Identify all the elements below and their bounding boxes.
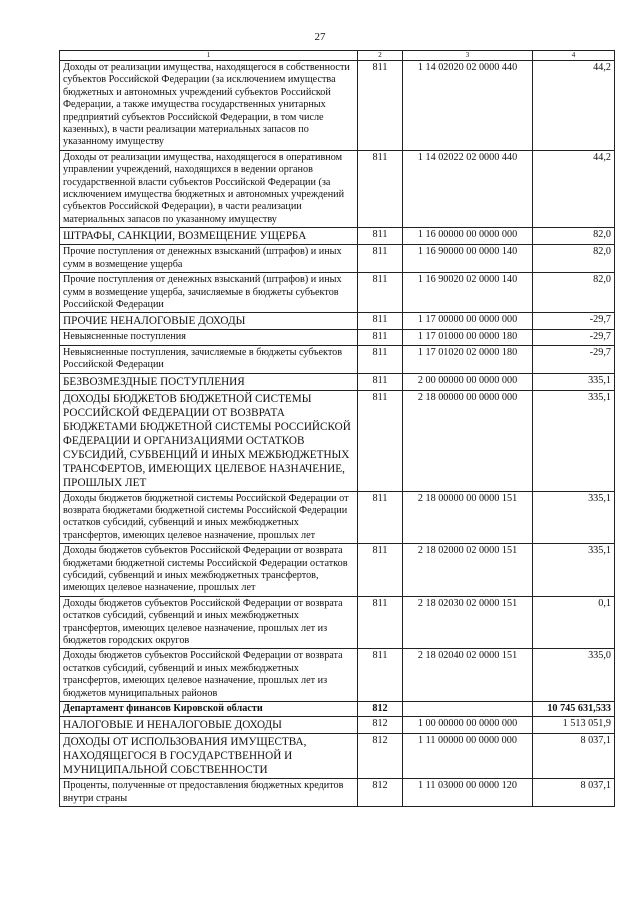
table-row	[60, 228, 615, 245]
row-budget-code: 1 00 00000 00 0000 000	[403, 717, 533, 734]
row-budget-code: 1 16 90000 00 0000 140	[403, 245, 533, 273]
table-row	[60, 390, 615, 491]
row-budget-code: 2 18 00000 00 0000 000	[403, 390, 533, 491]
row-amount: 44,2	[533, 150, 615, 227]
row-admin-code: 812	[358, 779, 403, 807]
row-budget-code: 2 18 02040 02 0000 151	[403, 649, 533, 702]
row-amount: 82,0	[533, 228, 615, 245]
row-admin-code: 811	[358, 649, 403, 702]
row-name: НАЛОГОВЫЕ И НЕНАЛОГОВЫЕ ДОХОДЫ	[60, 717, 358, 734]
table-header-row	[60, 51, 615, 61]
table-row	[60, 544, 615, 597]
table-row	[60, 596, 615, 649]
row-admin-code: 811	[358, 245, 403, 273]
row-budget-code: 1 17 01020 02 0000 180	[403, 345, 533, 373]
row-admin-code: 811	[358, 313, 403, 330]
row-budget-code	[403, 702, 533, 717]
row-budget-code: 1 14 02022 02 0000 440	[403, 150, 533, 227]
row-amount: -29,7	[533, 345, 615, 373]
row-name: Прочие поступления от денежных взысканий (штрафов) и иных сумм в возмещение ущерба, зачисляемые в бюджеты субъектов Российской Федерации	[60, 273, 358, 313]
table-row	[60, 313, 615, 330]
row-admin-code: 811	[358, 61, 403, 151]
row-admin-code: 811	[358, 390, 403, 491]
row-admin-code: 811	[358, 150, 403, 227]
table-row	[60, 491, 615, 544]
row-name: Доходы от реализации имущества, находящегося в собственности субъектов Российской Федерации (за исключением имущества бюджетных и автономных учреждений субъектов Российской Федерации, а также имущества государственных унитарных предприятий субъектов Российской Федерации, в том числе казенных), в части реализации материальных запасов по указанному имуществу	[60, 61, 358, 151]
row-amount: 8 037,1	[533, 779, 615, 807]
row-budget-code: 2 18 02030 02 0000 151	[403, 596, 533, 649]
table-row	[60, 734, 615, 779]
row-amount: 0,1	[533, 596, 615, 649]
row-admin-code: 811	[358, 373, 403, 390]
revenue-table	[59, 50, 615, 807]
row-amount: 335,1	[533, 491, 615, 544]
column-number-1: 1	[60, 51, 358, 61]
column-number-2: 2	[358, 51, 403, 61]
row-name: ДОХОДЫ ОТ ИСПОЛЬЗОВАНИЯ ИМУЩЕСТВА, НАХОДЯЩЕГОСЯ В ГОСУДАРСТВЕННОЙ И МУНИЦИПАЛЬНОЙ СОБСТВЕННОСТИ	[60, 734, 358, 779]
row-amount: 44,2	[533, 61, 615, 151]
row-amount: 335,1	[533, 390, 615, 491]
row-name: ПРОЧИЕ НЕНАЛОГОВЫЕ ДОХОДЫ	[60, 313, 358, 330]
row-amount: 335,1	[533, 544, 615, 597]
row-name: ДОХОДЫ БЮДЖЕТОВ БЮДЖЕТНОЙ СИСТЕМЫ РОССИЙСКОЙ ФЕДЕРАЦИИ ОТ ВОЗВРАТА БЮДЖЕТАМИ БЮДЖЕТНОЙ СИСТЕМЫ РОССИЙСКОЙ ФЕДЕРАЦИИ И ОРГАНИЗАЦИЯМИ ОСТАТКОВ СУБСИДИЙ, СУБВЕНЦИЙ И ИНЫХ МЕЖБЮДЖЕТНЫХ ТРАНСФЕРТОВ, ИМЕЮЩИХ ЦЕЛЕВОЕ НАЗНАЧЕНИЕ, ПРОШЛЫХ ЛЕТ	[60, 390, 358, 491]
row-budget-code: 1 14 02020 02 0000 440	[403, 61, 533, 151]
row-budget-code: 2 18 00000 00 0000 151	[403, 491, 533, 544]
table-row	[60, 330, 615, 345]
table-row	[60, 150, 615, 227]
row-amount: 10 745 631,533	[533, 702, 615, 717]
row-name: Доходы от реализации имущества, находящегося в оперативном управлении учреждений, находящихся в ведении органов государственной власти субъектов Российской Федерации (за исключением имущества бюджетных и автономных учреждений субъектов Российской Федерации), в части реализации материальных запасов по указанному имуществу	[60, 150, 358, 227]
row-admin-code: 811	[358, 596, 403, 649]
row-admin-code: 811	[358, 330, 403, 345]
row-name: Доходы бюджетов субъектов Российской Федерации от возврата остатков субсидий, субвенций и иных межбюджетных трансфертов, имеющих целевое назначение, прошлых лет из бюджетов муниципальных районов	[60, 649, 358, 702]
table-row	[60, 245, 615, 273]
row-name: Проценты, полученные от предоставления бюджетных кредитов внутри страны	[60, 779, 358, 807]
row-name: Невыясненные поступления	[60, 330, 358, 345]
row-admin-code: 811	[358, 491, 403, 544]
row-budget-code: 1 17 00000 00 0000 000	[403, 313, 533, 330]
table-row	[60, 779, 615, 807]
row-budget-code: 2 18 02000 02 0000 151	[403, 544, 533, 597]
row-admin-code: 812	[358, 734, 403, 779]
row-admin-code: 811	[358, 544, 403, 597]
row-name: Доходы бюджетов субъектов Российской Федерации от возврата остатков субсидий, субвенций и иных межбюджетных трансфертов, имеющих целевое назначение, прошлых лет из бюджетов городских округов	[60, 596, 358, 649]
row-admin-code: 812	[358, 717, 403, 734]
row-admin-code: 811	[358, 345, 403, 373]
row-name: Доходы бюджетов бюджетной системы Российской Федерации от возврата бюджетами бюджетной системы Российской Федерации остатков субсидий, субвенций и иных межбюджетных трансфертов, имеющих целевое назначение, прошлых лет	[60, 491, 358, 544]
table-row	[60, 61, 615, 151]
table-row	[60, 345, 615, 373]
row-admin-code: 811	[358, 273, 403, 313]
row-budget-code: 1 11 00000 00 0000 000	[403, 734, 533, 779]
table-row	[60, 373, 615, 390]
row-amount: 82,0	[533, 245, 615, 273]
row-name: Департамент финансов Кировской области	[60, 702, 358, 717]
row-budget-code: 1 16 00000 00 0000 000	[403, 228, 533, 245]
row-budget-code: 1 17 01000 00 0000 180	[403, 330, 533, 345]
row-amount: 1 513 051,9	[533, 717, 615, 734]
table-row	[60, 717, 615, 734]
row-budget-code: 2 00 00000 00 0000 000	[403, 373, 533, 390]
row-name: БЕЗВОЗМЕЗДНЫЕ ПОСТУПЛЕНИЯ	[60, 373, 358, 390]
column-number-3: 3	[403, 51, 533, 61]
row-admin-code: 811	[358, 228, 403, 245]
row-name: Доходы бюджетов субъектов Российской Федерации от возврата бюджетами бюджетной системы Российской Федерации остатков субсидий, субвенций и иных межбюджетных трансфертов, имеющих целевое назначение, прошлых лет	[60, 544, 358, 597]
row-name: ШТРАФЫ, САНКЦИИ, ВОЗМЕЩЕНИЕ УЩЕРБА	[60, 228, 358, 245]
column-number-4: 4	[533, 51, 615, 61]
table-row	[60, 273, 615, 313]
row-amount: 335,1	[533, 373, 615, 390]
row-amount: -29,7	[533, 313, 615, 330]
row-budget-code: 1 11 03000 00 0000 120	[403, 779, 533, 807]
table-row-department	[60, 702, 615, 717]
row-admin-code: 812	[358, 702, 403, 717]
row-amount: 335,0	[533, 649, 615, 702]
row-amount: 82,0	[533, 273, 615, 313]
table-row	[60, 649, 615, 702]
row-name: Невыясненные поступления, зачисляемые в бюджеты субъектов Российской Федерации	[60, 345, 358, 373]
row-name: Прочие поступления от денежных взысканий (штрафов) и иных сумм в возмещение ущерба	[60, 245, 358, 273]
row-budget-code: 1 16 90020 02 0000 140	[403, 273, 533, 313]
row-amount: 8 037,1	[533, 734, 615, 779]
row-amount: -29,7	[533, 330, 615, 345]
page-number: 27	[314, 31, 326, 43]
